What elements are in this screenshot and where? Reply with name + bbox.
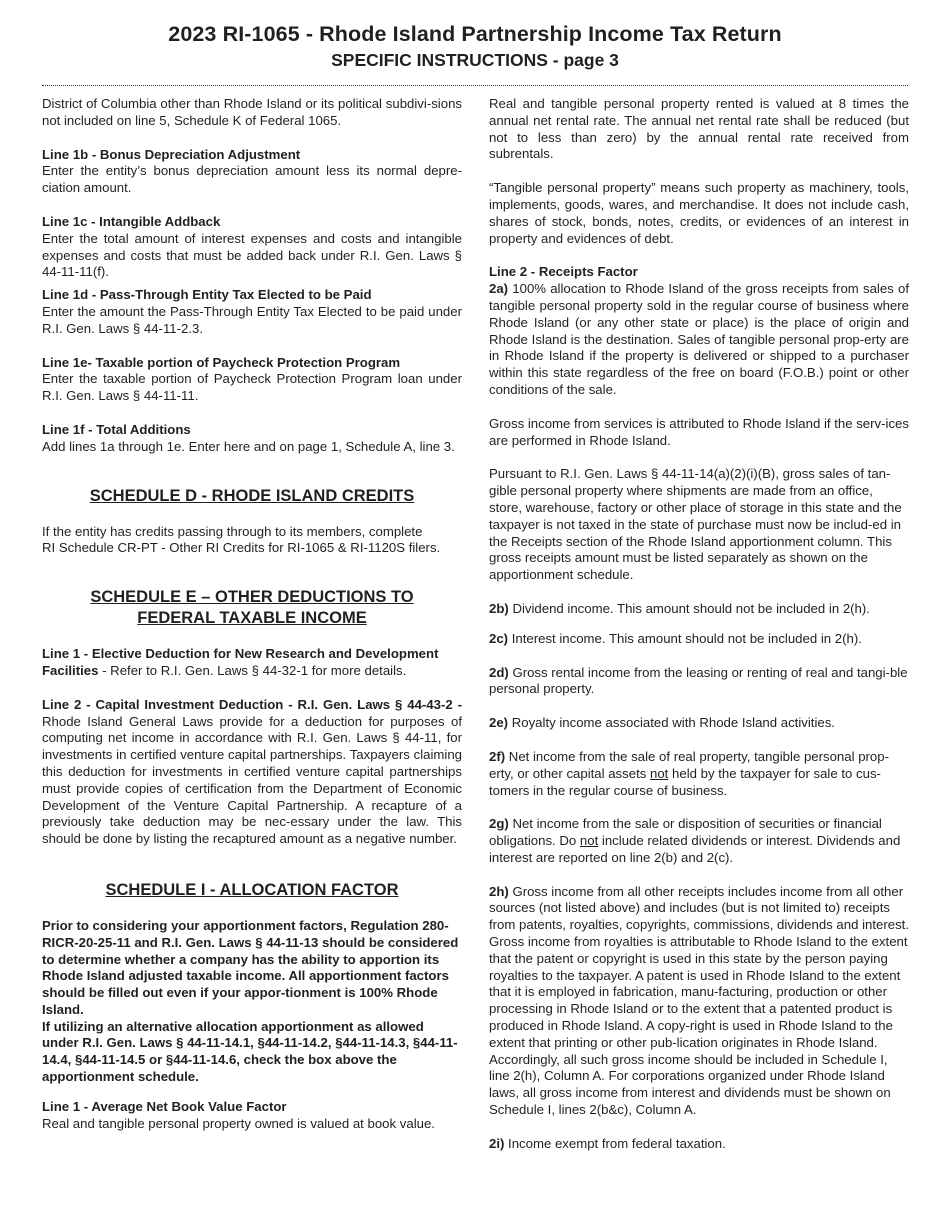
line-2d <box>489 665 909 699</box>
line-2f-not-emphasis: not <box>650 765 669 781</box>
line-2c-text: Interest income. This amount should not be included in 2(h). <box>508 630 862 646</box>
line-1e-text: Enter the taxable portion of Paycheck Protection Program loan under R.I. Gen. Laws § 44-11-11. <box>42 371 462 404</box>
schedule-e-line-2-heading: Line 2 - Capital Investment Deduction - R.I. Gen. Laws § 44-43-2 - <box>42 696 462 712</box>
line-2d-label: 2d) <box>489 664 509 680</box>
schedule-i-line-1-heading: Line 1 - Average Net Book Value Factor <box>42 1098 287 1114</box>
pursuant-paragraph: Pursuant to R.I. Gen. Laws § 44-11-14(a)(2)(i)(B), gross sales of tan-gible personal property where shipments are made from an office, store, warehouse, factory or other place of storage in this state and the taxpayer is not taxed in the state of purchase must now be includ-ed in the Receipts section of the Rhode Island apportionment column. This gross receipts amount must be listed separately as shown on the apportionment schedule. <box>489 466 902 583</box>
line-2f-text-b: held by the taxpayer for sale to cus-tomers in the regular course of business. <box>489 765 881 798</box>
services-paragraph: Gross income from services is attributed to Rhode Island if the serv-ices are performed in Rhode Island. <box>489 415 909 448</box>
line-2-heading: Line 2 - Receipts Factor <box>489 264 638 280</box>
schedule-i-line-1-text: Real and tangible personal property owned is valued at book value. <box>42 1115 435 1131</box>
line-2h <box>489 884 909 1119</box>
schedule-d-title: SCHEDULE D - RHODE ISLAND CREDITS <box>89 486 415 505</box>
line-2b <box>489 601 909 618</box>
line-2-section <box>489 264 909 398</box>
line-2c-label: 2c) <box>489 630 509 646</box>
schedule-e-title-line-2: FEDERAL TAXABLE INCOME <box>137 609 367 628</box>
rented-property-paragraph: Real and tangible personal property rented is valued at 8 times the annual net rental rate. The annual net rental rate shall be reduced (but not to less than zero) by the annual rental rate received from subrentals. <box>489 96 909 162</box>
line-2f-label: 2f) <box>489 748 506 764</box>
line-1e-section <box>42 355 462 405</box>
document-title: 2023 RI-1065 - Rhode Island Partnership Income Tax Return <box>168 22 782 46</box>
document-subtitle: SPECIFIC INSTRUCTIONS - page 3 <box>331 50 619 70</box>
line-1c-section <box>42 214 462 281</box>
line-2c <box>489 631 909 648</box>
line-2a-text: 100% allocation to Rhode Island of the gross receipts from sales of tangible personal property sold in the regular course of business where Rhode Island (or any other state or place) is the place of origin and Rhode Island is the destination. Sales of tangible personal prop-erty are in Rhode Island if the property is delivered or shipped to a purchaser within this state regardless of the free on board (F.O.B.) point or other conditions of the sale. <box>489 281 909 397</box>
schedule-e-line-2-text: Rhode Island General Laws provide for a deduction for purposes of computing net income in accordance with R.I. Gen. Laws § 44-11, for investments in certified venture capital partnerships. Taxpayers claiming this deduction for investments in certified venture capital partnerships must provide copies of certification from the Department of Economic Development of the Venture Capital Partnership. A recapture of a previously take deduction may be nec-essary under the law. This should be done by listing the recaptured amount as a negative number. <box>42 713 462 847</box>
right-column <box>489 96 909 1170</box>
schedule-e-title <box>42 587 462 629</box>
line-2f-text-a: Net income from the sale of real property, tangible personal prop-erty, or other capital assets <box>489 748 889 781</box>
line-1e-heading: Line 1e- Taxable portion of Paycheck Protection Program <box>42 354 401 370</box>
schedule-e-line-1-heading: Line 1 - Elective Deduction for New Research and Development Facilities <box>42 646 439 678</box>
line-1f-text: Add lines 1a through 1e. Enter here and on page 1, Schedule A, line 3. <box>42 438 455 454</box>
line-1d-text: Enter the amount the Pass-Through Entity Tax Elected to be paid under R.I. Gen. Laws § 44-11-2.3. <box>42 303 462 336</box>
line-1b-heading: Line 1b - Bonus Depreciation Adjustment <box>42 146 301 162</box>
schedule-i-line-1 <box>42 1099 462 1133</box>
line-1b-section <box>42 147 462 197</box>
line-1c-heading: Line 1c - Intangible Addback <box>42 213 221 229</box>
schedule-d-line-2: RI Schedule CR-PT - Other RI Credits for RI-1065 & RI-1120S filers. <box>42 540 441 556</box>
line-2b-label: 2b) <box>489 600 509 616</box>
schedule-e-line-2 <box>42 697 462 848</box>
schedule-e-line-1 <box>42 646 462 680</box>
line-1d-section <box>42 287 462 337</box>
line-2g-not-emphasis: not <box>579 833 599 849</box>
line-2a-label: 2a) <box>489 281 509 297</box>
schedule-e-line-1-text: - Refer to R.I. Gen. Laws § 44-32-1 for more details. <box>98 662 407 678</box>
line-1d-heading: Line 1d - Pass-Through Entity Tax Elected to be Paid <box>42 287 372 303</box>
line-2i-label: 2i) <box>489 1135 505 1151</box>
schedule-d-line-1: If the entity has credits passing through to its members, complete <box>42 523 423 539</box>
line-2f <box>489 749 909 799</box>
schedule-i-apportionment-note: Prior to considering your apportionment factors, Regulation 280-RICR-20-25-11 and R.I. Gen. Laws § 44-11-13 should be considered to determine whether a company has the ability to apportion its Rhode Island adjusted taxable income. All apportionment factors should be filled out even if your appor-tionment is 100% Rhode Island. <box>42 917 459 1017</box>
line-2i-text: Income exempt from federal taxation. <box>504 1135 726 1151</box>
line-2b-text: Dividend income. This amount should not be included in 2(h). <box>508 600 870 616</box>
tangible-property-paragraph: “Tangible personal property” means such property as machinery, tools, implements, goods, wares, and merchandise. It does not include cash, shares of stock, bonds, notes, credits, or evidences of an interest in property and evidences of debt. <box>489 180 909 246</box>
line-2h-text: Gross income from all other receipts includes income from all other sources (not listed above) and includes (but is not limited to) receipts from patents, royalties, copyrights, commissions, dividends and interest. Gross income from royalties is attributable to Rhode Island to the extent that the patent or copyright is used in this state by the person paying royalties to the taxpayer. A patent is used in Rhode Island to the extent that it is employed in fabrication, manu-facturing, production or other processing in Rhode Island or to the extent that a patented product is produced in Rhode Island. A copy-right is used in Rhode Island to the extent that printing or other pub-lication originates in Rhode Island. Accordingly, all such gross income should be included in Schedule I, line 2(h), Column A. For corporations organized under Rhode Island laws, all gross income from interest and dividends must be shown on Schedule I, lines 2(b&c), Column A. <box>489 883 909 1118</box>
intro-paragraph: District of Columbia other than Rhode Island or its political subdivi-sions not included on line 5, Schedule K of Federal 1065. <box>42 96 462 128</box>
line-1f-heading: Line 1f - Total Additions <box>42 421 191 437</box>
line-2g-label: 2g) <box>489 816 509 832</box>
line-2g <box>489 816 909 866</box>
line-2h-label: 2h) <box>489 883 509 899</box>
line-2e-text: Royalty income associated with Rhode Island activities. <box>508 715 835 731</box>
schedule-i-alternative-note: If utilizing an alternative allocation apportionment as allowed under R.I. Gen. Laws § 44-11-14.1, §44-11-14.2, §44-11-14.3, §44-11-14.4, §44-11-14.5 or §44-11-14.6, check the box above the apportionment schedule. <box>42 1018 458 1085</box>
schedule-i-title: SCHEDULE I - ALLOCATION FACTOR <box>105 880 399 899</box>
line-2g-text-a: Net income from the sale or disposition of securities or financial obligations. Do <box>489 816 882 849</box>
line-2g-text-b: include related dividends or interest. Dividends and interest are reported on line 2(b) and 2(c). <box>489 833 901 865</box>
left-column <box>42 96 462 1149</box>
line-2d-text: Gross rental income from the leasing or renting of real and tangi-ble personal property. <box>489 664 908 697</box>
line-1f-section <box>42 422 462 456</box>
schedule-d-text <box>42 524 462 558</box>
line-1c-text: Enter the total amount of interest expenses and costs and intangible expenses and costs that must be added back under R.I. Gen. Laws § 44-11-11(f). <box>42 230 462 280</box>
dotted-divider <box>42 85 908 86</box>
line-1b-text: Enter the entity’s bonus depreciation amount less its normal depre-ciation amount. <box>42 163 462 196</box>
schedule-e-title-line-1: SCHEDULE E – OTHER DEDUCTIONS TO <box>90 588 414 607</box>
line-2e-label: 2e) <box>489 715 509 731</box>
line-2i <box>489 1136 909 1153</box>
line-2e <box>489 715 909 732</box>
